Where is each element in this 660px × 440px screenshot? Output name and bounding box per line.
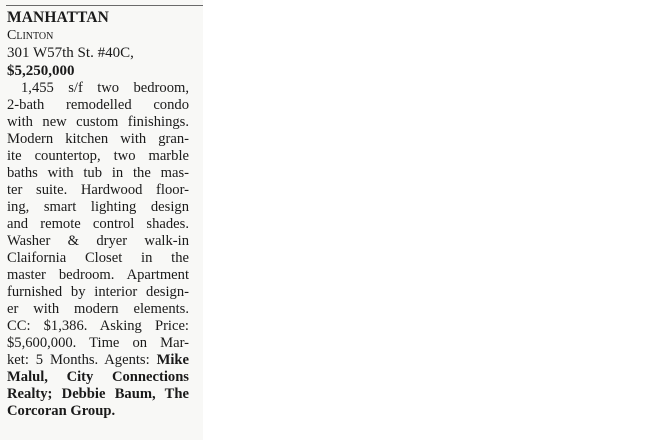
body-line: ite countertop, two marble xyxy=(7,148,189,164)
listing-column xyxy=(7,8,189,420)
neighborhood-label: Clinton xyxy=(7,28,54,43)
body-line: 1,455 s/f two bedroom, xyxy=(21,80,189,96)
body-line: 2-bath remodelled condo xyxy=(7,97,189,113)
body-line: with new custom finishings. xyxy=(7,114,189,130)
agents-intro: ket: 5 Months. Agents: xyxy=(7,352,150,368)
listing-address: 301 W57th St. #40C, xyxy=(7,45,134,61)
agent-text: Realty; Debbie Baum, The xyxy=(7,386,189,402)
agent-line xyxy=(7,386,189,403)
body-line: ing, smart lighting design xyxy=(7,199,189,215)
top-rule xyxy=(6,5,203,6)
body-line: er with modern elements. xyxy=(7,301,189,317)
body-line: ter suite. Hardwood floor- xyxy=(7,182,189,198)
body-line: CC: $1,386. Asking Price: xyxy=(7,318,189,334)
agent-name-start: Mike xyxy=(156,352,189,368)
body-line: and remote control shades. xyxy=(7,216,189,232)
body-line: Claifornia Closet in the xyxy=(7,250,189,266)
agent-text: Malul, City Connections xyxy=(7,369,189,385)
body-line: $5,600,000. Time on Mar- xyxy=(7,335,189,351)
body-line: baths with tub in the mas- xyxy=(7,165,189,181)
body-line: Washer & dryer walk-in xyxy=(7,233,189,249)
listing-clipping xyxy=(0,0,203,440)
section-heading: MANHATTAN xyxy=(7,9,109,26)
agent-line xyxy=(7,403,189,420)
body-line: Modern kitchen with gran- xyxy=(7,131,189,147)
agent-line xyxy=(7,369,189,386)
body-line: furnished by interior design- xyxy=(7,284,189,300)
body-line: master bedroom. Apartment xyxy=(7,267,189,283)
agent-text: Corcoran Group. xyxy=(7,403,116,419)
body-line-agents-start xyxy=(7,352,189,369)
listing-price: $5,250,000 xyxy=(7,63,75,79)
